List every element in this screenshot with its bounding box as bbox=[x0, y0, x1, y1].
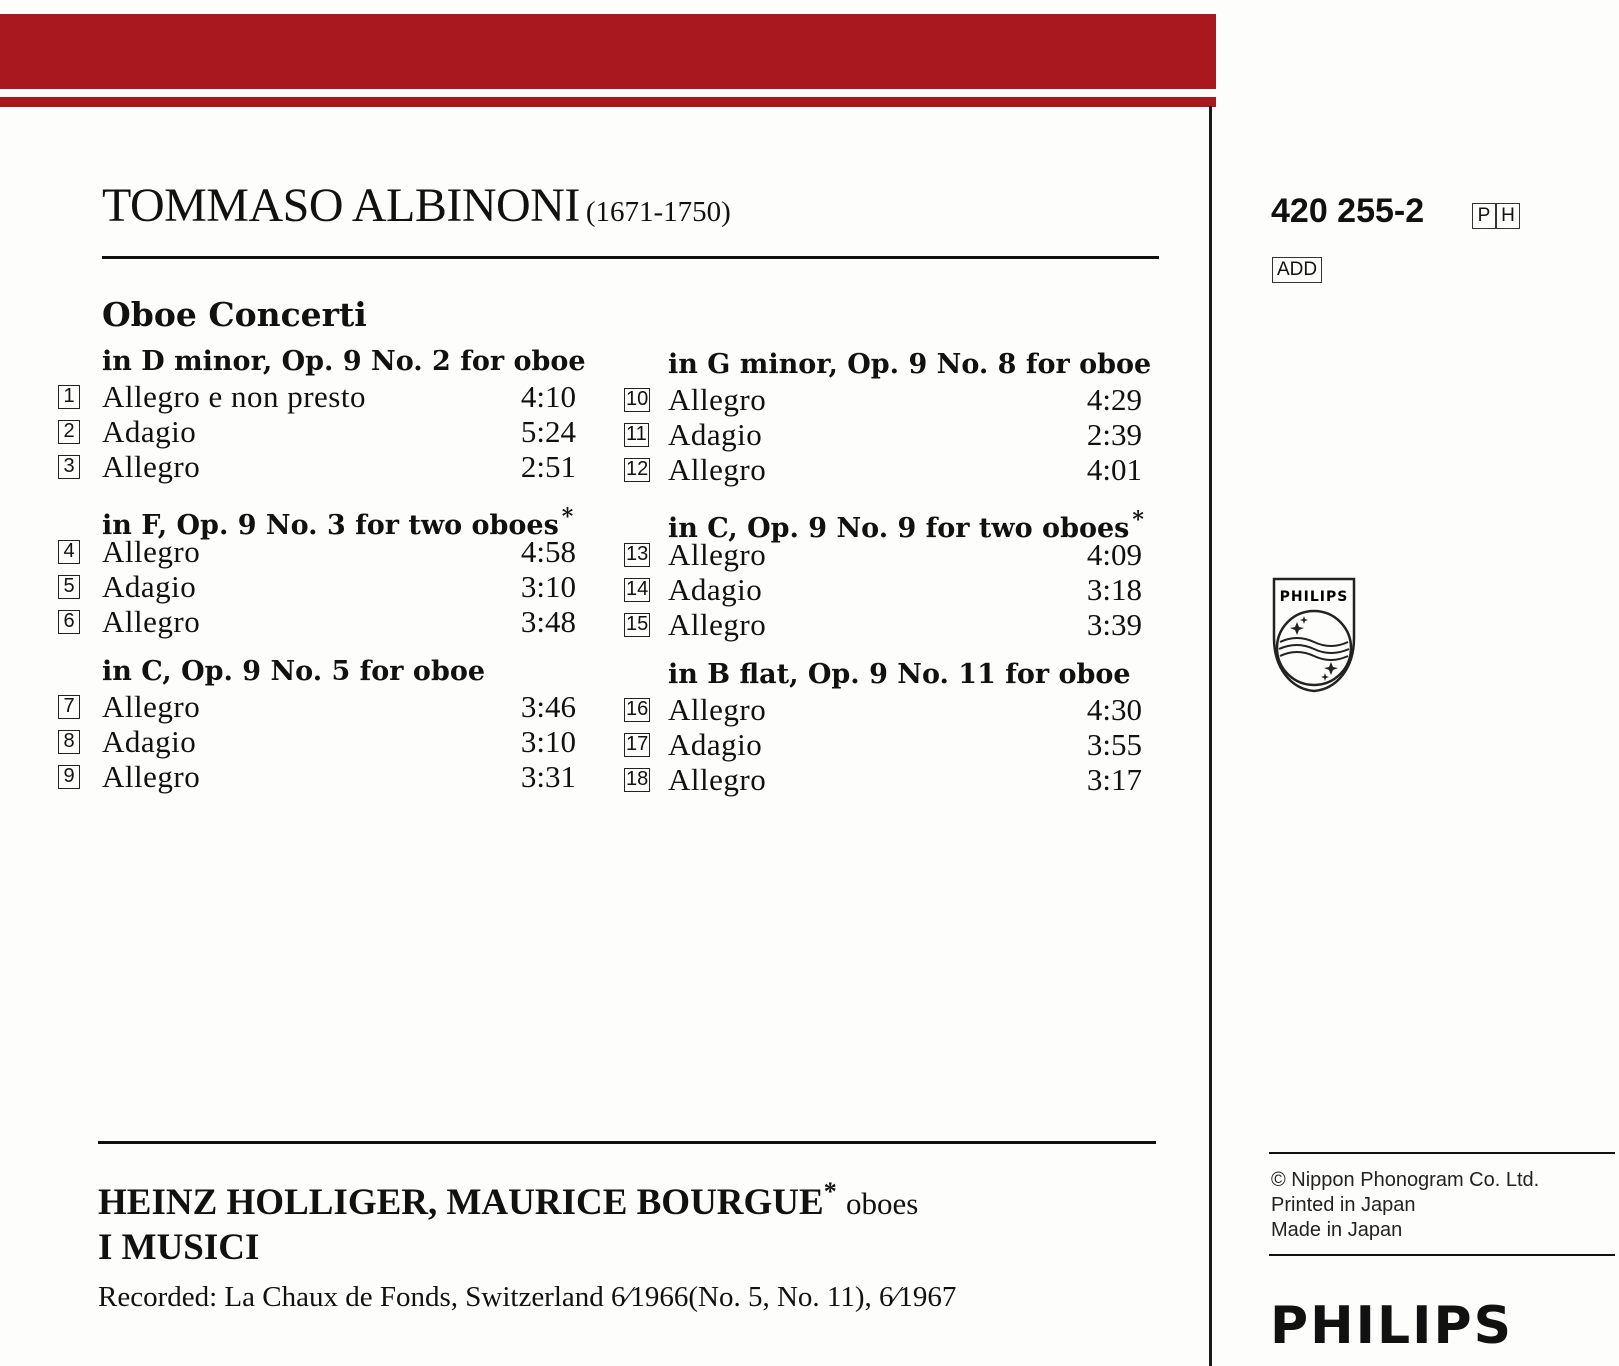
track-duration: 3:10 bbox=[520, 724, 576, 759]
track-row bbox=[622, 727, 1142, 762]
track-row bbox=[622, 382, 1142, 417]
track-duration: 2:39 bbox=[1086, 417, 1142, 452]
ph-code-box bbox=[1472, 203, 1520, 229]
track-title: Allegro bbox=[102, 449, 201, 484]
concerto-asterisk: * bbox=[561, 504, 574, 530]
track-row bbox=[56, 414, 576, 449]
track-duration: 3:18 bbox=[1086, 572, 1142, 607]
info-rule-bottom bbox=[1269, 1254, 1615, 1256]
philips-shield-icon bbox=[1271, 576, 1357, 694]
track-duration: 4:29 bbox=[1086, 382, 1142, 417]
concerto-heading-text: in B flat, Op. 9 No. 11 for oboe bbox=[668, 659, 1131, 690]
concerto-asterisk: * bbox=[1132, 507, 1144, 533]
track-number: 17 bbox=[626, 733, 649, 755]
track-duration: 2:51 bbox=[520, 449, 576, 484]
recording-info: Recorded: La Chaux de Fonds, Switzerland 6⁄1966(No. 5, No. 11), 6⁄1967 bbox=[98, 1281, 957, 1313]
track-row bbox=[56, 379, 576, 414]
performers bbox=[98, 1170, 918, 1270]
publisher-info bbox=[1271, 1168, 1539, 1243]
track-row bbox=[56, 569, 576, 604]
track-number: 3 bbox=[58, 455, 80, 479]
track-row bbox=[56, 449, 576, 484]
printed-line: Printed in Japan bbox=[1271, 1194, 1416, 1216]
track-title: Adagio bbox=[102, 724, 197, 759]
concerto-heading bbox=[668, 503, 1144, 544]
concerto-heading-text: in C, Op. 9 No. 9 for two oboes bbox=[668, 513, 1130, 544]
track-title: Allegro bbox=[668, 537, 767, 572]
tracklist-right-column bbox=[622, 348, 1152, 813]
track-number: 9 bbox=[58, 765, 80, 789]
concerto-heading-text: in G minor, Op. 9 No. 8 for oboe bbox=[668, 349, 1152, 380]
soloists-role: oboes bbox=[845, 1186, 919, 1221]
concerto-heading-text: in D minor, Op. 9 No. 2 for oboe bbox=[102, 346, 586, 377]
concerto-heading bbox=[668, 658, 1142, 692]
track-row bbox=[622, 762, 1142, 797]
concerto-heading-text: in C, Op. 9 No. 5 for oboe bbox=[102, 656, 486, 687]
concerto-block bbox=[56, 655, 576, 794]
track-number: 18 bbox=[626, 768, 649, 790]
track-title: Adagio bbox=[668, 417, 763, 452]
track-title: Allegro bbox=[668, 452, 767, 487]
track-title: Allegro bbox=[102, 604, 201, 639]
track-row bbox=[622, 572, 1142, 607]
track-duration: 4:10 bbox=[520, 379, 576, 414]
track-title: Allegro bbox=[668, 762, 767, 797]
track-duration: 3:48 bbox=[520, 604, 576, 639]
title-rule bbox=[102, 256, 1159, 259]
tracklist-left-column bbox=[56, 345, 586, 810]
track-duration: 4:09 bbox=[1086, 537, 1142, 572]
philips-logo: PHILIPS bbox=[1270, 1296, 1514, 1356]
track-title: Adagio bbox=[668, 727, 763, 762]
track-title: Allegro bbox=[668, 382, 767, 417]
catalog-number: 420 255-2 bbox=[1271, 192, 1425, 230]
concerto-heading-text: in F, Op. 9 No. 3 for two oboes bbox=[102, 510, 559, 541]
track-title: Adagio bbox=[102, 569, 197, 604]
soloists-asterisk: * bbox=[823, 1177, 837, 1206]
track-title: Adagio bbox=[668, 572, 763, 607]
top-red-band bbox=[0, 14, 1216, 89]
track-duration: 4:01 bbox=[1086, 452, 1142, 487]
track-number: 2 bbox=[58, 420, 80, 444]
track-number: 15 bbox=[626, 613, 649, 635]
composer-dates: (1671-1750) bbox=[585, 196, 731, 228]
track-number: 12 bbox=[626, 458, 649, 480]
track-number: 6 bbox=[58, 610, 80, 634]
track-duration: 3:39 bbox=[1086, 607, 1142, 642]
track-duration: 4:30 bbox=[1086, 692, 1142, 727]
composer-name: TOMMASO ALBINONI bbox=[102, 179, 580, 232]
track-row bbox=[56, 689, 576, 724]
track-row bbox=[56, 759, 576, 794]
concerto-block bbox=[622, 658, 1142, 797]
track-title: Allegro bbox=[668, 692, 767, 727]
track-title: Allegro bbox=[102, 689, 201, 724]
concerto-block bbox=[56, 500, 576, 639]
track-duration: 3:46 bbox=[520, 689, 576, 724]
track-number: 14 bbox=[626, 578, 649, 600]
copyright-line: © Nippon Phonogram Co. Ltd. bbox=[1271, 1169, 1540, 1191]
album-title: Oboe Concerti bbox=[102, 295, 367, 334]
track-number: 8 bbox=[58, 730, 80, 754]
concerto-heading bbox=[102, 655, 576, 689]
add-badge: ADD bbox=[1272, 257, 1322, 283]
track-duration: 4:58 bbox=[520, 534, 576, 569]
code-letter-p: P bbox=[1472, 203, 1496, 229]
track-title: Adagio bbox=[102, 414, 197, 449]
track-title: Allegro e non presto bbox=[102, 379, 366, 414]
composer-title bbox=[102, 178, 731, 233]
info-rule-top bbox=[1269, 1152, 1615, 1154]
track-row bbox=[622, 537, 1142, 572]
track-title: Allegro bbox=[668, 607, 767, 642]
top-red-stripe bbox=[0, 97, 1216, 107]
track-title: Allegro bbox=[102, 534, 201, 569]
ensemble-name: I MUSICI bbox=[98, 1227, 260, 1268]
concerto-heading bbox=[102, 500, 576, 541]
vertical-divider bbox=[1209, 106, 1212, 1366]
track-number: 13 bbox=[626, 543, 649, 565]
code-letter-h: H bbox=[1496, 203, 1520, 229]
track-number: 4 bbox=[58, 540, 80, 564]
track-duration: 5:24 bbox=[520, 414, 576, 449]
track-number: 16 bbox=[626, 698, 649, 720]
concerto-block bbox=[622, 348, 1152, 487]
track-number: 1 bbox=[58, 385, 80, 409]
track-duration: 3:55 bbox=[1086, 727, 1142, 762]
concerto-heading bbox=[668, 348, 1152, 382]
track-title: Allegro bbox=[102, 759, 201, 794]
track-number: 7 bbox=[58, 695, 80, 719]
track-row bbox=[56, 604, 576, 639]
track-row bbox=[622, 607, 1142, 642]
track-row bbox=[622, 452, 1142, 487]
shield-text: PHILIPS bbox=[1279, 589, 1349, 605]
made-line: Made in Japan bbox=[1271, 1219, 1403, 1241]
soloists bbox=[98, 1170, 918, 1226]
track-row bbox=[56, 534, 576, 569]
track-duration: 3:10 bbox=[520, 569, 576, 604]
track-row bbox=[622, 692, 1142, 727]
soloists-names: HEINZ HOLLIGER, MAURICE BOURGUE bbox=[98, 1182, 824, 1223]
track-row bbox=[622, 417, 1142, 452]
track-number: 10 bbox=[626, 388, 649, 410]
concerto-block bbox=[622, 503, 1142, 642]
track-duration: 3:17 bbox=[1086, 762, 1142, 797]
track-row bbox=[56, 724, 576, 759]
performers-rule bbox=[98, 1141, 1156, 1144]
concerto-heading bbox=[102, 345, 586, 379]
track-duration: 3:31 bbox=[520, 759, 576, 794]
concerto-block bbox=[56, 345, 586, 484]
track-number: 5 bbox=[58, 575, 80, 599]
track-number: 11 bbox=[626, 423, 647, 445]
